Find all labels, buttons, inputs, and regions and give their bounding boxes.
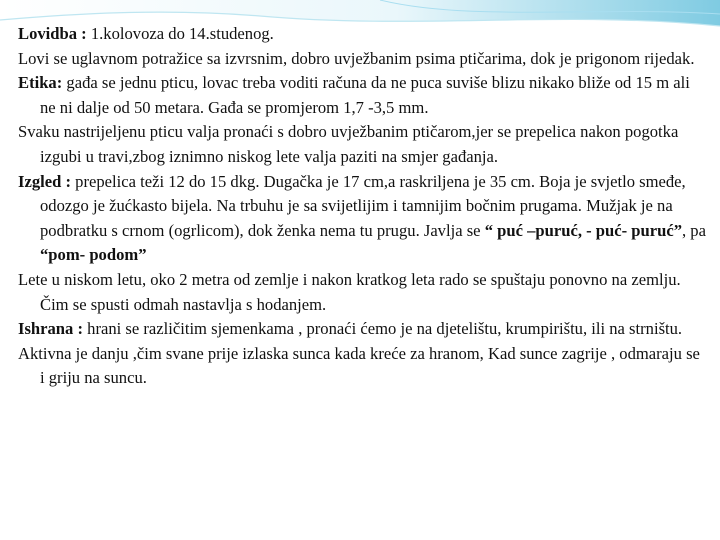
label-izgled: Izgled : — [18, 171, 71, 191]
paragraph-izgled — [18, 170, 708, 268]
call-pom: “pom- podom” — [40, 245, 147, 265]
label-lovidba: Lovidba : — [18, 24, 87, 43]
slide-body — [18, 22, 708, 391]
paragraph-aktivna — [18, 342, 708, 391]
text-izgled: prepelica teži 12 do 15 dkg. Dugačka je 17 cm,a raskriljena je 35 cm. Boja je svjetlo smeđe, odozgo je žućkasto bijela. Na trbuhu je sa svijetlijim i tamnijim bočnim prugama. Mužjak je na podbratku s crnom (ogrlicom), dok ženka nema tu prugu. Javlja se — [40, 171, 686, 240]
paragraph-etika — [18, 71, 708, 120]
text-izgled-pa: , pa — [682, 220, 706, 240]
text-aktivna: Aktivna je danju ,čim svane prije izlaska sunca kada kreće za hranom, Kad sunce zagrije , odmaraju se i griju na suncu. — [18, 343, 700, 388]
paragraph-ishrana — [18, 317, 708, 342]
paragraph-let — [18, 268, 708, 317]
paragraph-nastrijeljena — [18, 120, 708, 169]
text-lov: Lovi se uglavnom potražice sa izvrsnim, dobro uvježbanim psima ptičarima, dok je prigonom rijedak. — [18, 48, 695, 68]
label-ishrana: Ishrana : — [18, 319, 84, 339]
text-nastrijeljena: Svaku nastrijeljenu pticu valja pronaći s dobro uvježbanim ptičarom,jer se prepelica nakon pogotka izgubi u travi,zbog iznimno niskog lete valja paziti na smjer gađanja. — [18, 122, 679, 166]
label-etika: Etika: — [18, 73, 63, 93]
text-etika: gađa se jednu pticu, lovac treba voditi računa da ne puca suviše blizu nikako bliže od 15 m ali ne ni dalje od 50 metara. Gađa se promjerom 1,7 -3,5 mm. — [40, 73, 690, 117]
text-lovidba: 1.kolovoza do 14.studenog. — [86, 24, 274, 43]
text-let: Lete u niskom letu, oko 2 metra od zemlje i nakon kratkog leta rado se spuštaju ponovno na zemlju. Čim se spusti odmah nastavlja s hodanjem. — [18, 269, 681, 314]
call-puc: “ puć –puruć, - puć- puruć” — [484, 220, 682, 240]
paragraph-lov — [18, 47, 708, 72]
paragraph-lovidba — [18, 22, 708, 47]
text-ishrana: hrani se različitim sjemenkama , pronaći ćemo je na djetelištu, krumpirištu, ili na strništu. — [83, 319, 683, 339]
